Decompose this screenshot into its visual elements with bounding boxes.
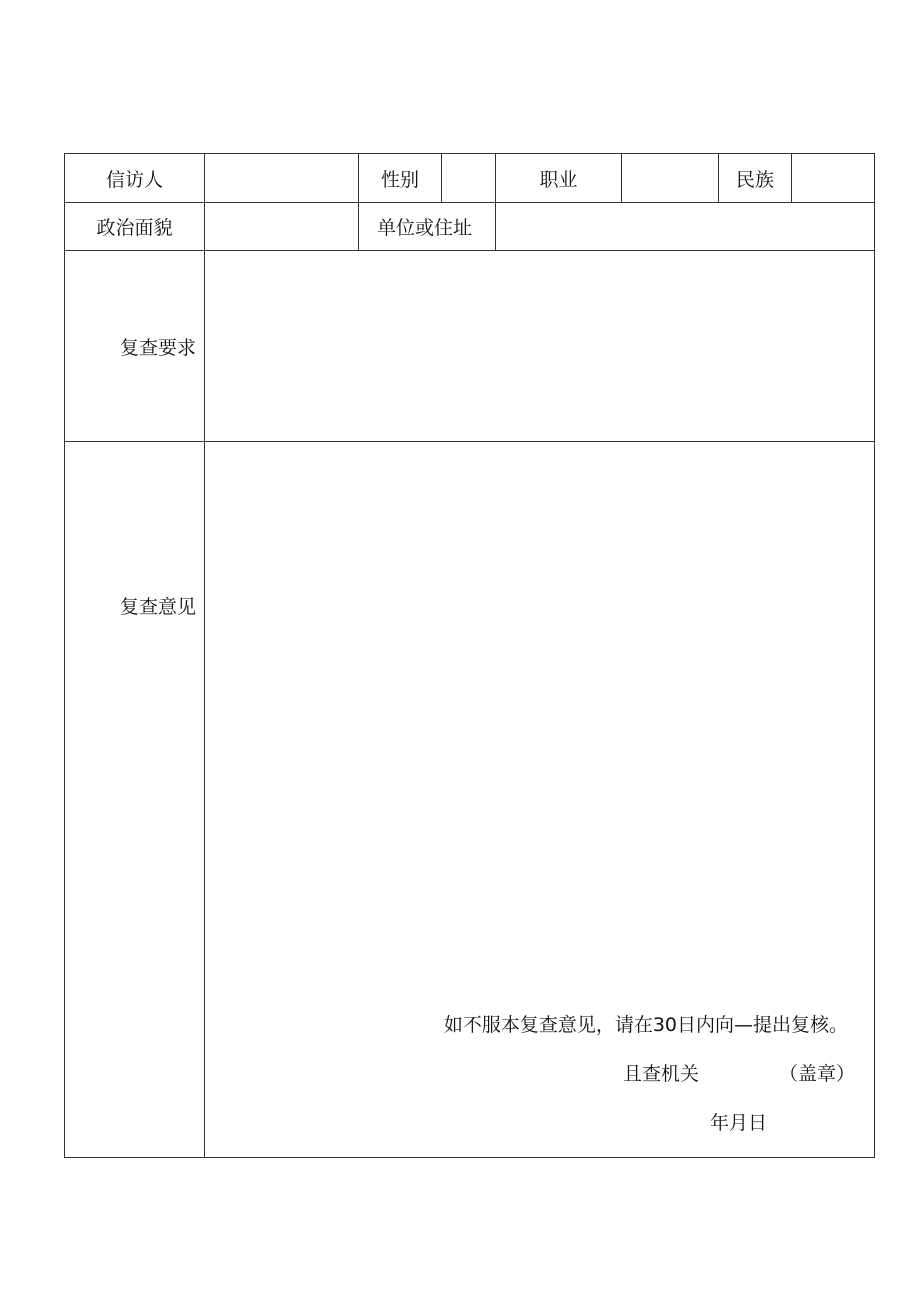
gender-field[interactable] — [442, 154, 496, 203]
ethnicity-field[interactable] — [792, 154, 875, 203]
review-authority-label: 且查机关 — [623, 1063, 700, 1085]
form-row-political — [65, 203, 875, 251]
review-request-label: 复查要求 — [65, 251, 205, 442]
occupation-label: 职业 — [496, 154, 622, 203]
seal-label: （盖章） — [779, 1063, 856, 1085]
ethnicity-label: 民族 — [719, 154, 792, 203]
review-opinion-label: 复查意见 — [65, 442, 205, 1158]
petitioner-label: 信访人 — [65, 154, 205, 203]
address-label: 单位或住址 — [359, 203, 496, 251]
form-row-review-opinion — [65, 442, 875, 1158]
date-label: 年月日 — [710, 1112, 768, 1134]
occupation-field[interactable] — [622, 154, 719, 203]
review-opinion-field[interactable] — [205, 442, 875, 1158]
review-request-field[interactable] — [205, 251, 875, 442]
petitioner-field[interactable] — [205, 154, 359, 203]
form-row-review-request — [65, 251, 875, 442]
political-status-label: 政治面貌 — [65, 203, 205, 251]
gender-label: 性别 — [359, 154, 442, 203]
review-form-table — [64, 153, 875, 1158]
appeal-notice: 如不服本复查意见，请在30日内向—提出复核。 — [443, 1014, 848, 1036]
political-status-field[interactable] — [205, 203, 359, 251]
form-row-petitioner — [65, 154, 875, 203]
address-field[interactable] — [496, 203, 875, 251]
